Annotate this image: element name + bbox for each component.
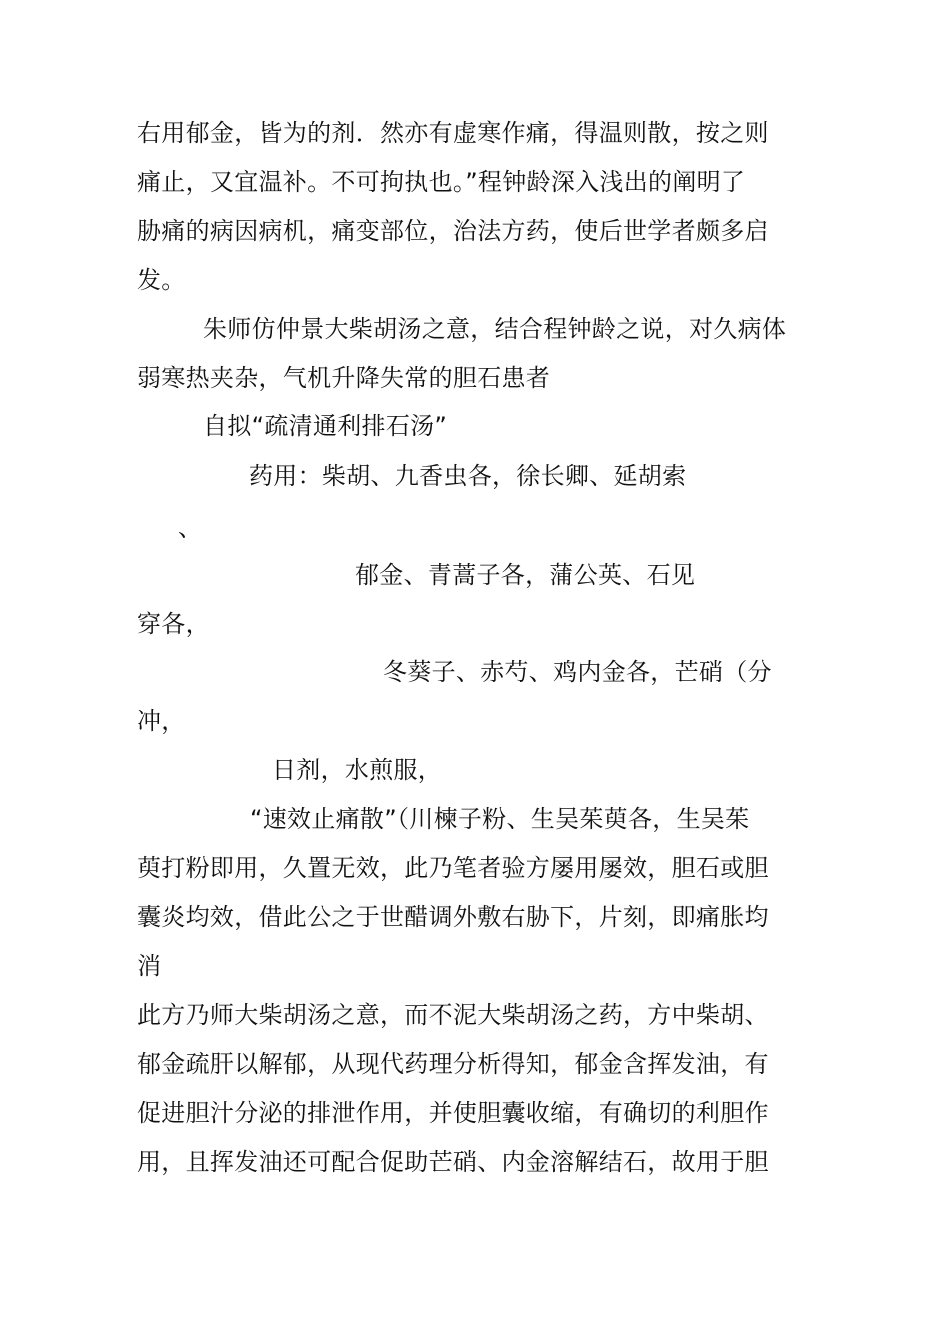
text-line: 消: [137, 952, 162, 980]
text-line: 发。: [137, 266, 186, 294]
text-line: 促进胆汁分泌的排泄作用，并使胆囊收缩，有确切的利胆作: [137, 1099, 769, 1127]
text-line: “速效止痛散”（川楝子粉、生吴茱萸各，生吴茱: [250, 805, 750, 833]
text-line: 日剂，水煎服，: [272, 756, 443, 784]
text-line: 自拟“疏清通利排石汤”: [203, 412, 448, 440]
text-line: 穿各，: [137, 610, 210, 638]
text-line: 胁痛的病因病机，痛变部位，治法方药，使后世学者颇多启: [137, 217, 769, 245]
text-line: 药用：柴胡、九香虫各，徐长卿、延胡索: [249, 462, 687, 490]
text-line: 右用郁金，皆为的剂．然亦有虚寒作痛，得温则散，按之则: [137, 119, 769, 147]
text-line: 用，且挥发油还可配合促助芒硝、内金溶解结石，故用于胆: [137, 1148, 769, 1176]
text-line: 、: [178, 514, 203, 542]
text-line: 痛止，又宜温补。不可拘执也。”程钟龄深入浅出的阐明了: [137, 168, 746, 196]
text-line: 冲，: [137, 707, 186, 735]
text-line: 冬葵子、赤芍、鸡内金各，芒硝（分: [383, 658, 772, 686]
text-line: 朱师仿仲景大柴胡汤之意，结合程钟龄之说，对久病体: [203, 315, 787, 343]
text-line: 郁金疏肝以解郁，从现代药理分析得知，郁金含挥发油，有: [137, 1050, 769, 1078]
text-line: 弱寒热夹杂，气机升降失常的胆石患者: [137, 364, 551, 392]
text-line: 囊炎均效，借此公之于世醋调外敷右胁下，片刻，即痛胀均: [137, 903, 769, 931]
text-line: 此方乃师大柴胡汤之意，而不泥大柴胡汤之药，方中柴胡、: [137, 1001, 769, 1029]
text-line: 萸打粉即用，久置无效，此乃笔者验方屡用屡效，胆石或胆: [137, 854, 769, 882]
text-line: 郁金、青蒿子各，蒲公英、石见: [355, 561, 696, 589]
